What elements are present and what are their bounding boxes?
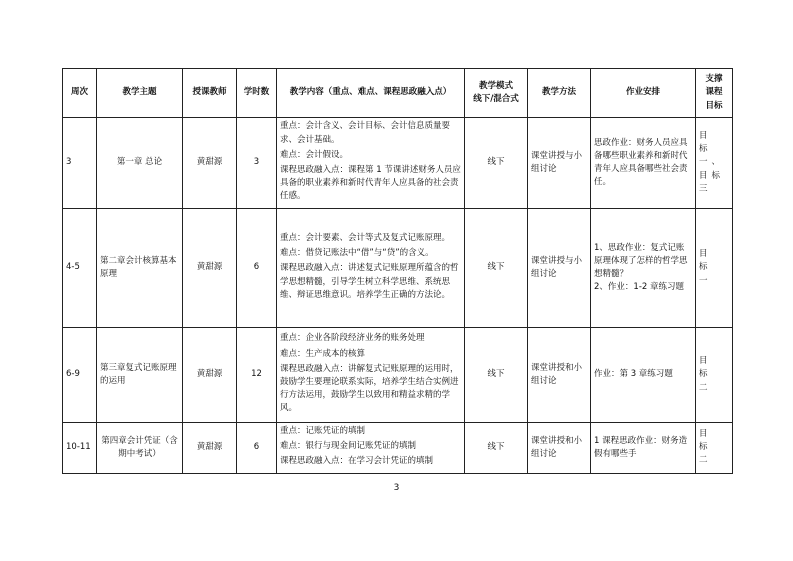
table-row bbox=[63, 423, 733, 474]
hours-cell: 3 bbox=[237, 118, 277, 209]
mode-cell: 线下 bbox=[465, 209, 528, 328]
hours-cell: 6 bbox=[237, 209, 277, 328]
header-method: 教学方法 bbox=[528, 69, 591, 118]
goal-cell: 目 标 一 bbox=[696, 209, 733, 328]
week-cell: 10-11 bbox=[63, 423, 97, 474]
content-key-point: 重点：会计要素、会计等式及复式记账原理。 bbox=[280, 233, 451, 244]
mode-cell: 线下 bbox=[465, 328, 528, 423]
mode-cell: 线下 bbox=[465, 118, 528, 209]
homework-cell: 作业：第 3 章练习题 bbox=[591, 328, 696, 423]
header-week: 周次 bbox=[63, 69, 97, 118]
content-cell bbox=[277, 118, 465, 209]
content-cell bbox=[277, 328, 465, 423]
header-goal-line2: 课程 bbox=[705, 87, 723, 98]
goal-cell: 目 标 二 bbox=[696, 328, 733, 423]
content-ideology: 课程思政融入点：讲解复式记账原理的运用时，鼓励学生要理论联系实际，培养学生结合实例进行方法运用，鼓励学生以致用和精益求精的学风。 bbox=[280, 363, 459, 414]
content-difficulty: 难点：借贷记账法中“借”与“贷”的含义。 bbox=[280, 248, 434, 259]
homework-cell: 1 课程思政作业：财务造假有哪些手 bbox=[591, 423, 696, 474]
week-cell: 3 bbox=[63, 118, 97, 209]
course-schedule-table bbox=[62, 68, 733, 474]
header-goal-line3: 目标 bbox=[705, 100, 723, 111]
content-key-point: 重点：会计含义、会计目标、会计信息质量要求、会计基础。 bbox=[280, 121, 451, 145]
content-key-point: 重点：记账凭证的填制 bbox=[280, 426, 366, 436]
goal-cell: 目 标 一、目标三 bbox=[696, 118, 733, 209]
topic-cell: 第三章复式记账原理的运用 bbox=[97, 328, 183, 423]
header-content: 教学内容（重点、难点、课程思政融入点） bbox=[277, 69, 465, 118]
table-row bbox=[63, 328, 733, 423]
method-cell: 课堂讲授和小组讨论 bbox=[528, 328, 591, 423]
teacher-cell: 黄甜源 bbox=[183, 209, 237, 328]
content-cell bbox=[277, 209, 465, 328]
header-topic: 教学主题 bbox=[97, 69, 183, 118]
homework-cell: 1、思政作业：复式记账原理体现了怎样的哲学思想精髓？ 2、作业：1-2 章练习题 bbox=[591, 209, 696, 328]
table-row bbox=[63, 209, 733, 328]
mode-cell: 线下 bbox=[465, 423, 528, 474]
content-ideology: 课程思政融入点：课程第 1 节课讲述财务人员应具备的职业素养和新时代青年人应具备的社会责任感。 bbox=[280, 165, 461, 202]
content-difficulty: 难点：银行与现金间记账凭证的填制 bbox=[280, 441, 417, 452]
homework-cell: 思政作业：财务人员应具备哪些职业素养和新时代青年人应具备哪些社会责任。 bbox=[591, 118, 696, 209]
hours-cell: 6 bbox=[237, 423, 277, 474]
teacher-cell: 黄甜源 bbox=[183, 118, 237, 209]
week-cell: 6-9 bbox=[63, 328, 97, 423]
teacher-cell: 黄甜源 bbox=[183, 423, 237, 474]
content-cell bbox=[277, 423, 465, 474]
content-difficulty: 难点：会计假设。 bbox=[280, 149, 349, 160]
content-key-point: 重点：企业各阶段经济业务的账务处理 bbox=[280, 333, 425, 344]
content-ideology: 课程思政融入点：在学习会计凭证的填制 bbox=[280, 456, 434, 467]
method-cell: 课堂讲授和小组讨论 bbox=[528, 423, 591, 474]
header-homework: 作业安排 bbox=[591, 69, 696, 118]
week-cell: 4-5 bbox=[63, 209, 97, 328]
method-cell: 课堂讲授与小组讨论 bbox=[528, 118, 591, 209]
table-row bbox=[63, 118, 733, 209]
topic-cell: 第一章 总论 bbox=[97, 118, 183, 209]
header-goal bbox=[696, 69, 733, 118]
hours-cell: 12 bbox=[237, 328, 277, 423]
header-mode-line1: 教学模式 bbox=[478, 80, 513, 91]
header-teacher: 授课教师 bbox=[183, 69, 237, 118]
content-difficulty: 难点：生产成本的核算 bbox=[280, 348, 366, 359]
table-header-row bbox=[63, 69, 733, 118]
header-mode bbox=[465, 69, 528, 118]
content-ideology: 课程思政融入点：讲述复式记账原理所蕴含的哲学思想精髓，引导学生树立科学思维、系统思维、辩证思维意识。培养学生正确的方法论。 bbox=[280, 263, 459, 300]
method-cell: 课堂讲授与小组讨论 bbox=[528, 209, 591, 328]
page-number: 3 bbox=[393, 483, 400, 493]
header-mode-line2: 线下/混合式 bbox=[473, 94, 519, 104]
topic-cell: 第二章会计核算基本原理 bbox=[97, 209, 183, 328]
topic-cell: 第四章会计凭证（含期中考试） bbox=[97, 423, 183, 474]
goal-cell: 目 标 二 bbox=[696, 423, 733, 474]
header-goal-line1: 支撑 bbox=[705, 74, 723, 85]
teacher-cell: 黄甜源 bbox=[183, 328, 237, 423]
header-hours: 学时数 bbox=[237, 69, 277, 118]
